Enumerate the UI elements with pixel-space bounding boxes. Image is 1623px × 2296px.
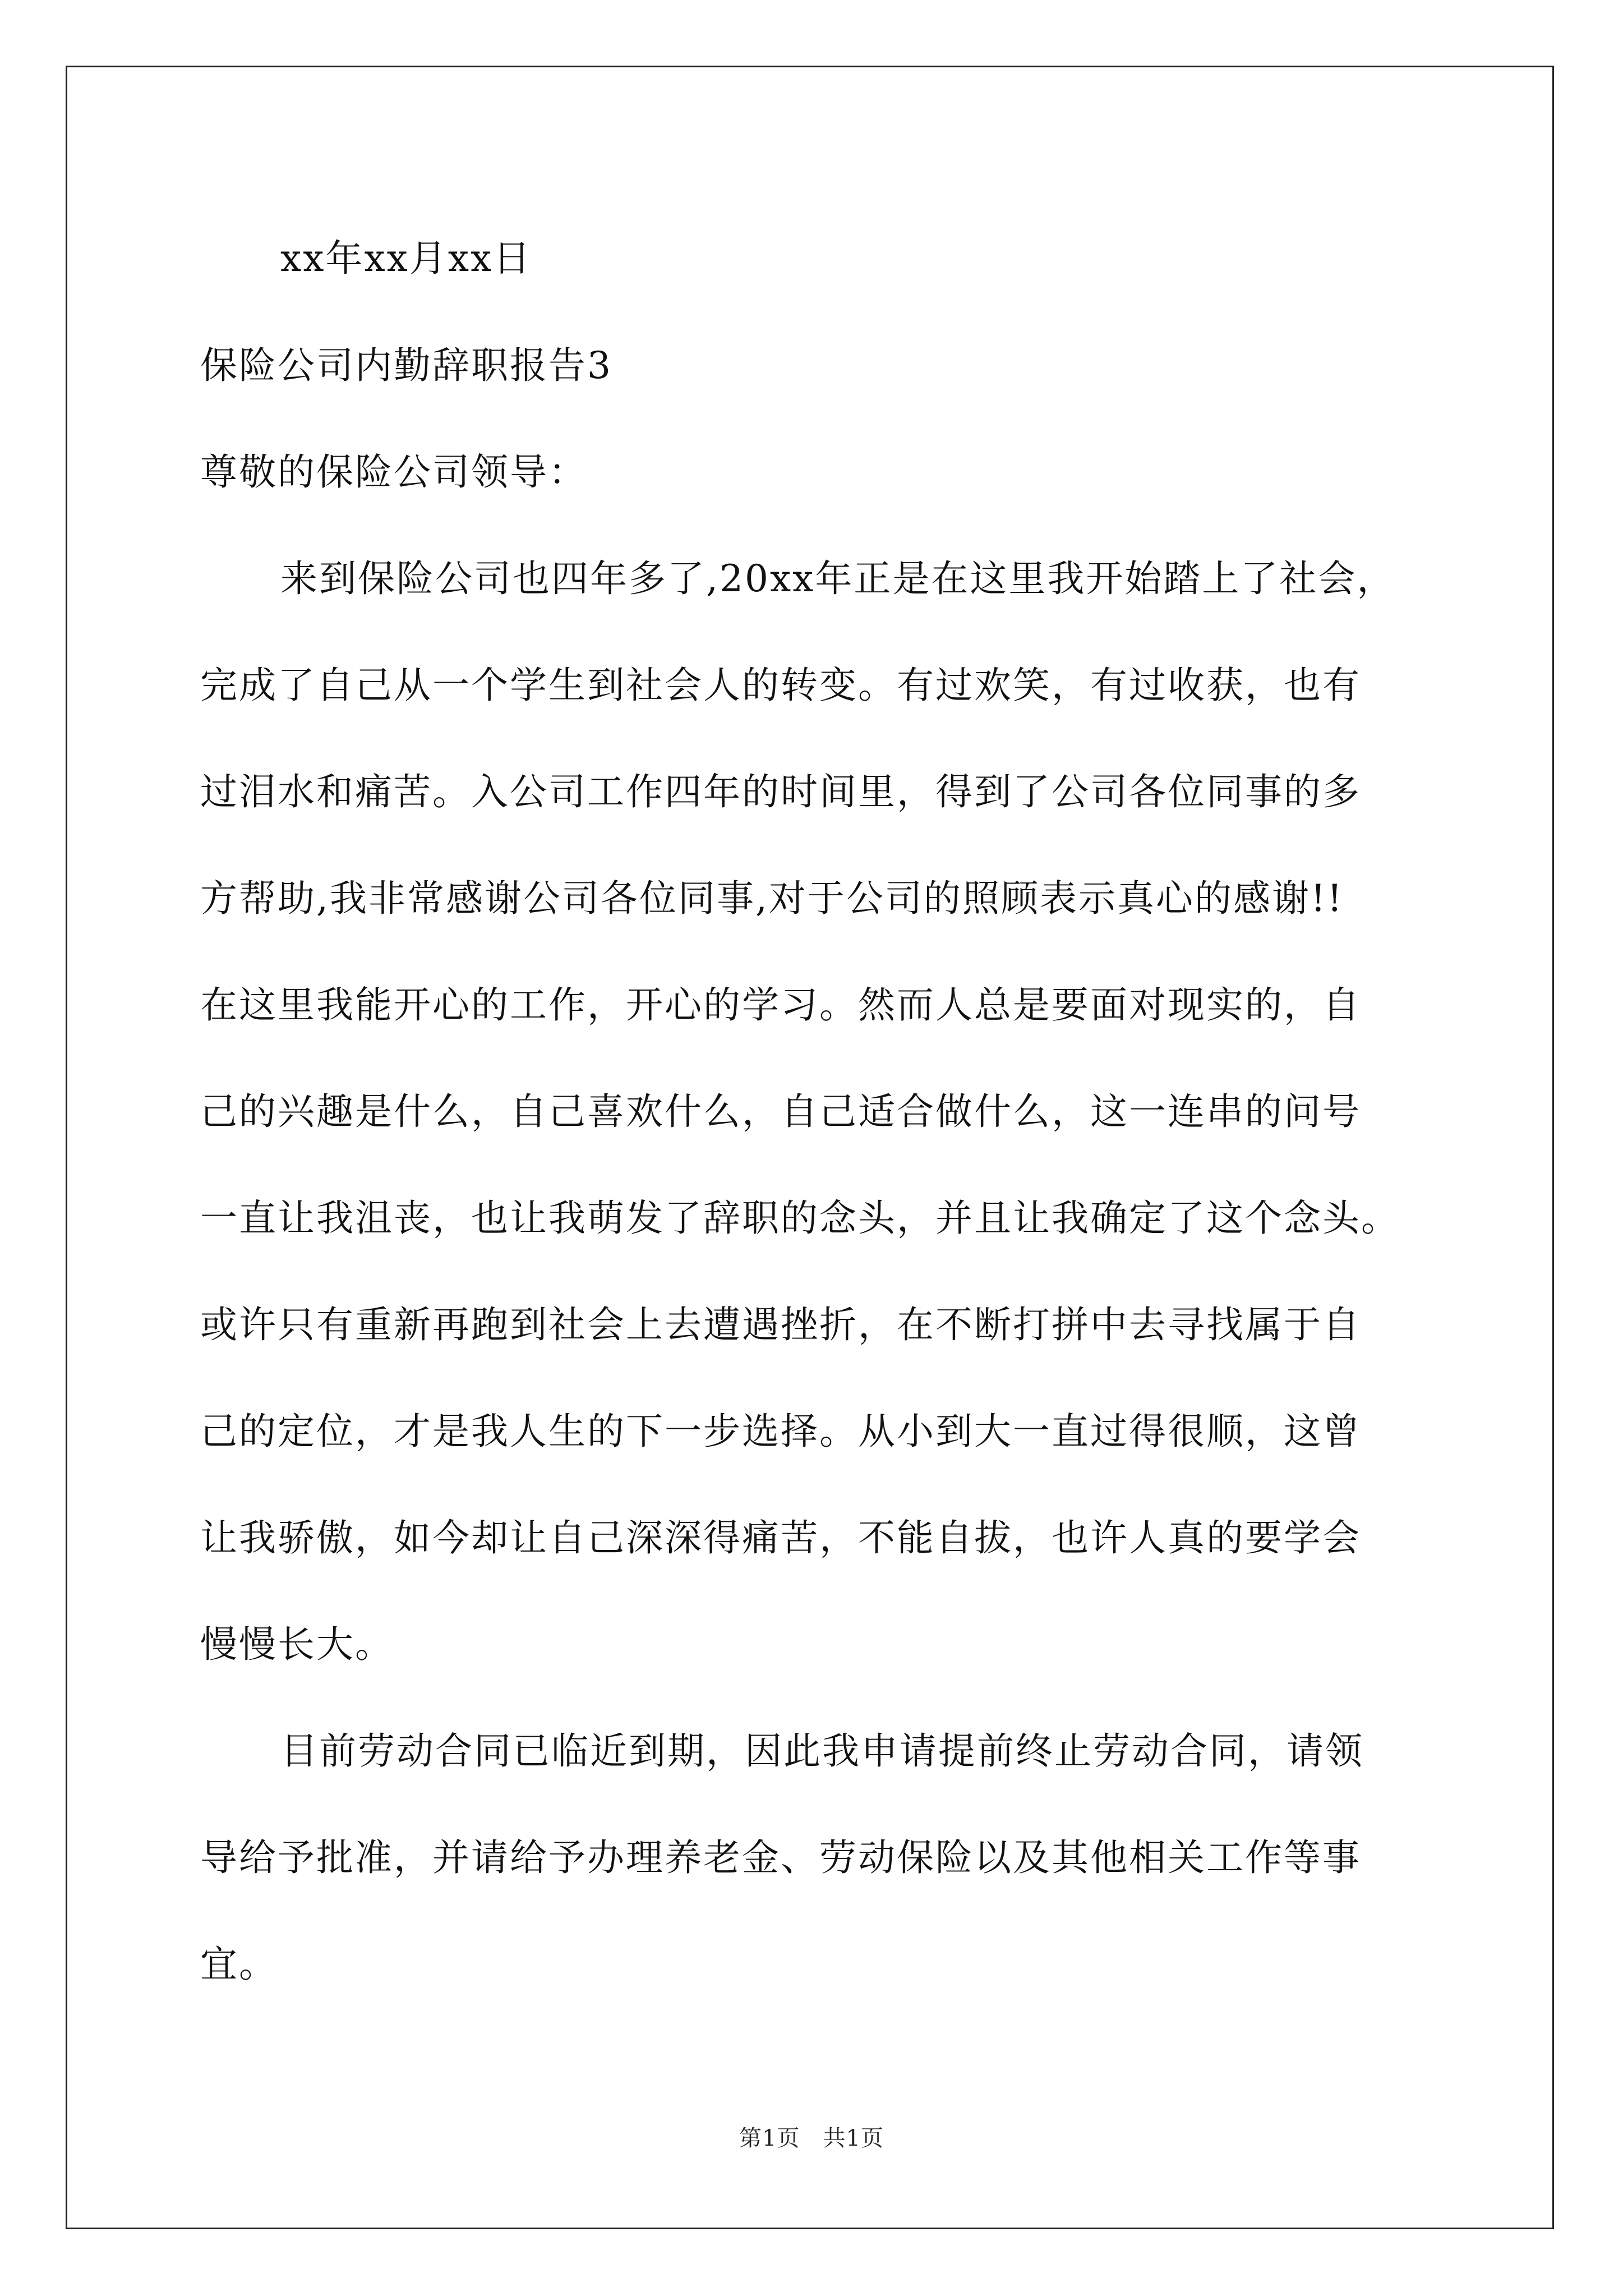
paragraph-line: 导给予批准，并请给予办理养老金、劳动保险以及其他相关工作等事 [200,1836,1361,1879]
page-border [66,66,1554,2229]
paragraph-line: 一直让我沮丧，也让我萌发了辞职的念头，并且让我确定了这个念头。 [200,1197,1400,1240]
salutation: 尊敬的保险公司领导： [200,450,587,494]
document-title: 保险公司内勤辞职报告3 [200,344,612,387]
paragraph-line: 慢慢长大。 [200,1623,394,1666]
paragraph-line: 目前劳动合同已临近到期，因此我申请提前终止劳动合同，请领 [280,1729,1364,1773]
date-line: xx年xx月xx日 [280,237,532,280]
paragraph-line: 过泪水和痛苦。入公司工作四年的时间里，得到了公司各位同事的多 [200,770,1361,813]
paragraph-line: 宜。 [200,1943,278,1986]
paragraph-line: 完成了自己从一个学生到社会人的转变。有过欢笑，有过收获，也有 [200,664,1361,707]
page-indicator: 第1页 共1页 [739,2125,884,2151]
paragraph-line: 或许只有重新再跑到社会上去遭遇挫折，在不断打拼中去寻找属于自 [200,1303,1361,1346]
paragraph-line: 方帮助,我非常感谢公司各位同事,对于公司的照顾表示真心的感谢!! [200,877,1344,920]
paragraph-line: 让我骄傲，如今却让自己深深得痛苦，不能自拔，也许人真的要学会 [200,1516,1361,1559]
paragraph-line: 己的兴趣是什么，自己喜欢什么，自己适合做什么，这一连串的问号 [200,1090,1361,1133]
paragraph-line: 己的定位，才是我人生的下一步选择。从小到大一直过得很顺，这曾 [200,1410,1361,1453]
paragraph-line: 在这里我能开心的工作，开心的学习。然而人总是要面对现实的，自 [200,983,1361,1027]
paragraph-line: 来到保险公司也四年多了,20xx年正是在这里我开始踏上了社会， [280,557,1396,600]
